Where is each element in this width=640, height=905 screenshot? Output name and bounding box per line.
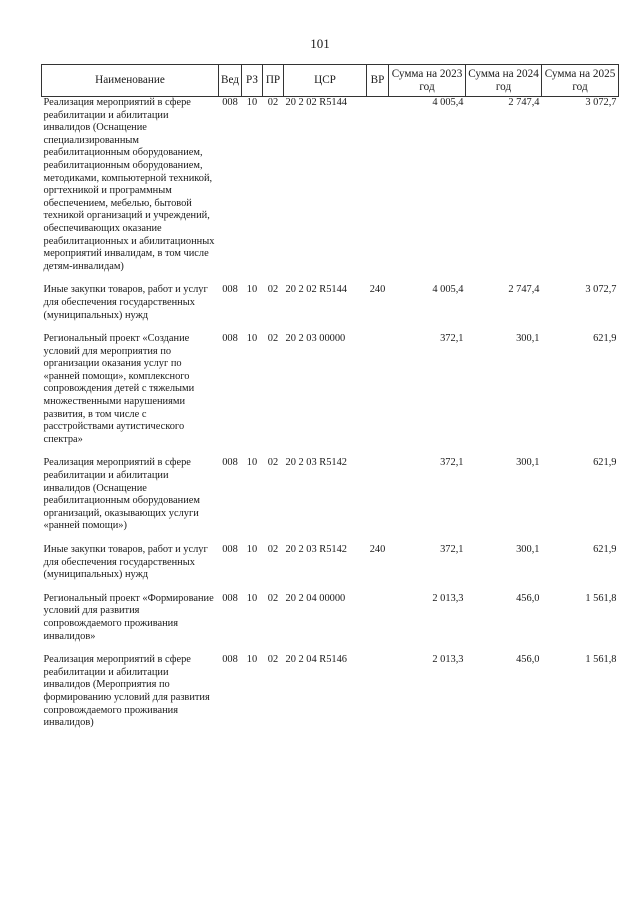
header-name: Наименование: [42, 65, 219, 97]
row-pr: 02: [267, 544, 279, 555]
row-csr: 20 2 03 R5142: [285, 544, 347, 555]
row-sum-2025: 621,9: [593, 333, 617, 345]
table-row: [42, 654, 619, 741]
row-ved: 008: [222, 654, 238, 666]
row-rz: 10: [246, 333, 258, 345]
row-vr: [367, 457, 389, 544]
row-ved: 008: [222, 592, 238, 604]
header-ved: Вед: [219, 65, 242, 97]
table-row: [42, 97, 619, 285]
page-number: 101: [310, 36, 330, 51]
row-csr: 20 2 04 00000: [285, 592, 346, 604]
row-sum-2025: 3 072,7: [585, 97, 617, 108]
table-row: [42, 457, 619, 544]
row-sum-2023: 372,1: [440, 544, 464, 555]
row-ved: 008: [222, 333, 238, 345]
header-sum-2024: Сумма на 2024 год: [466, 65, 542, 97]
row-sum-2025: 1 561,8: [585, 592, 617, 604]
row-sum-2023: 2 013,3: [432, 654, 464, 666]
row-sum-2024: 300,1: [516, 544, 540, 555]
row-pr: 02: [267, 457, 279, 469]
row-name: Реализация мероприятий в сфере реабилитации и абилитации инвалидов (Оснащение реабилитационным оборудованием организаций, оказывающих услуги «ранней помощи»): [43, 457, 200, 532]
row-sum-2023: 4 005,4: [432, 284, 464, 296]
row-sum-2023: 372,1: [440, 457, 464, 469]
row-csr: 20 2 04 R5146: [285, 654, 347, 666]
budget-table: [41, 64, 619, 741]
header-csr: ЦСР: [284, 65, 367, 97]
row-name: Реализация мероприятий в сфере реабилитации и абилитации инвалидов (Оснащение специализированным реабилитационным оборудованием, реабилитационным оборудованием, методиками, компьютерной техникой, оргтехникой и программным обеспечением, мебелью, бытовой техникой организаций и учреждений, обеспечивающих оказание реабилитационных и абилитационных мероприятий инвалидам, в том числе детям-инвалидам): [43, 97, 215, 272]
row-sum-2023: 4 005,4: [432, 97, 464, 108]
row-vr: 240: [369, 284, 386, 296]
row-sum-2025: 621,9: [593, 457, 617, 469]
row-vr: [367, 97, 389, 285]
row-rz: 10: [246, 457, 258, 469]
row-sum-2024: 456,0: [516, 654, 540, 666]
row-sum-2023: 372,1: [440, 333, 464, 345]
row-csr: 20 2 03 00000: [285, 333, 346, 345]
row-sum-2024: 456,0: [516, 592, 540, 604]
row-sum-2025: 621,9: [593, 544, 617, 555]
row-ved: 008: [222, 284, 238, 296]
row-sum-2024: 2 747,4: [508, 284, 540, 296]
row-pr: 02: [267, 284, 279, 296]
header-rz: РЗ: [242, 65, 263, 97]
table-header-row: [42, 65, 619, 97]
row-csr: 20 2 02 R5144: [285, 97, 347, 108]
row-rz: 10: [246, 592, 258, 604]
row-csr: 20 2 03 R5142: [285, 457, 347, 469]
table-row: [42, 333, 619, 457]
row-sum-2025: 1 561,8: [585, 654, 617, 666]
table-row: [42, 593, 619, 654]
row-name: Региональный проект «Создание условий для мероприятия по организации оказания услуг по «ранней помощи», комплексного сопровождения детей с тяжелыми множественными нарушениями развития, в том числе с расстройствами аутистического спектра»: [43, 333, 195, 445]
row-sum-2023: 2 013,3: [432, 592, 464, 604]
row-name: Иные закупки товаров, работ и услуг для обеспечения государственных (муниципальных) нужд: [43, 284, 208, 321]
header-sum-2025: Сумма на 2025 год: [542, 65, 619, 97]
row-pr: 02: [267, 592, 279, 604]
row-vr: [367, 654, 389, 741]
row-rz: 10: [246, 97, 258, 108]
row-sum-2024: 2 747,4: [508, 97, 540, 108]
table-row: [42, 544, 619, 593]
row-vr: [367, 333, 389, 457]
row-rz: 10: [246, 544, 258, 555]
row-ved: 008: [222, 97, 238, 108]
row-pr: 02: [267, 654, 279, 666]
row-sum-2024: 300,1: [516, 333, 540, 345]
row-vr: [367, 593, 389, 654]
row-name: Иные закупки товаров, работ и услуг для обеспечения государственных (муниципальных) нужд: [43, 544, 208, 581]
row-pr: 02: [267, 333, 279, 345]
header-pr: ПР: [263, 65, 284, 97]
row-name: Реализация мероприятий в сфере реабилитации и абилитации инвалидов (Мероприятия по формированию условий для развития сопровождаемого проживания инвалидов): [43, 654, 210, 729]
header-sum-2023: Сумма на 2023 год: [389, 65, 466, 97]
row-pr: 02: [267, 97, 279, 108]
row-rz: 10: [246, 284, 258, 296]
row-csr: 20 2 02 R5144: [285, 284, 347, 296]
row-rz: 10: [246, 654, 258, 666]
row-name: Региональный проект «Формирование условий для развития сопровождаемого проживания инвалидов»: [43, 592, 214, 642]
row-ved: 008: [222, 457, 238, 469]
row-ved: 008: [222, 544, 238, 555]
row-sum-2024: 300,1: [516, 457, 540, 469]
header-vr: ВР: [367, 65, 389, 97]
row-vr: 240: [369, 544, 386, 555]
table-row: [42, 284, 619, 333]
row-sum-2025: 3 072,7: [585, 284, 617, 296]
